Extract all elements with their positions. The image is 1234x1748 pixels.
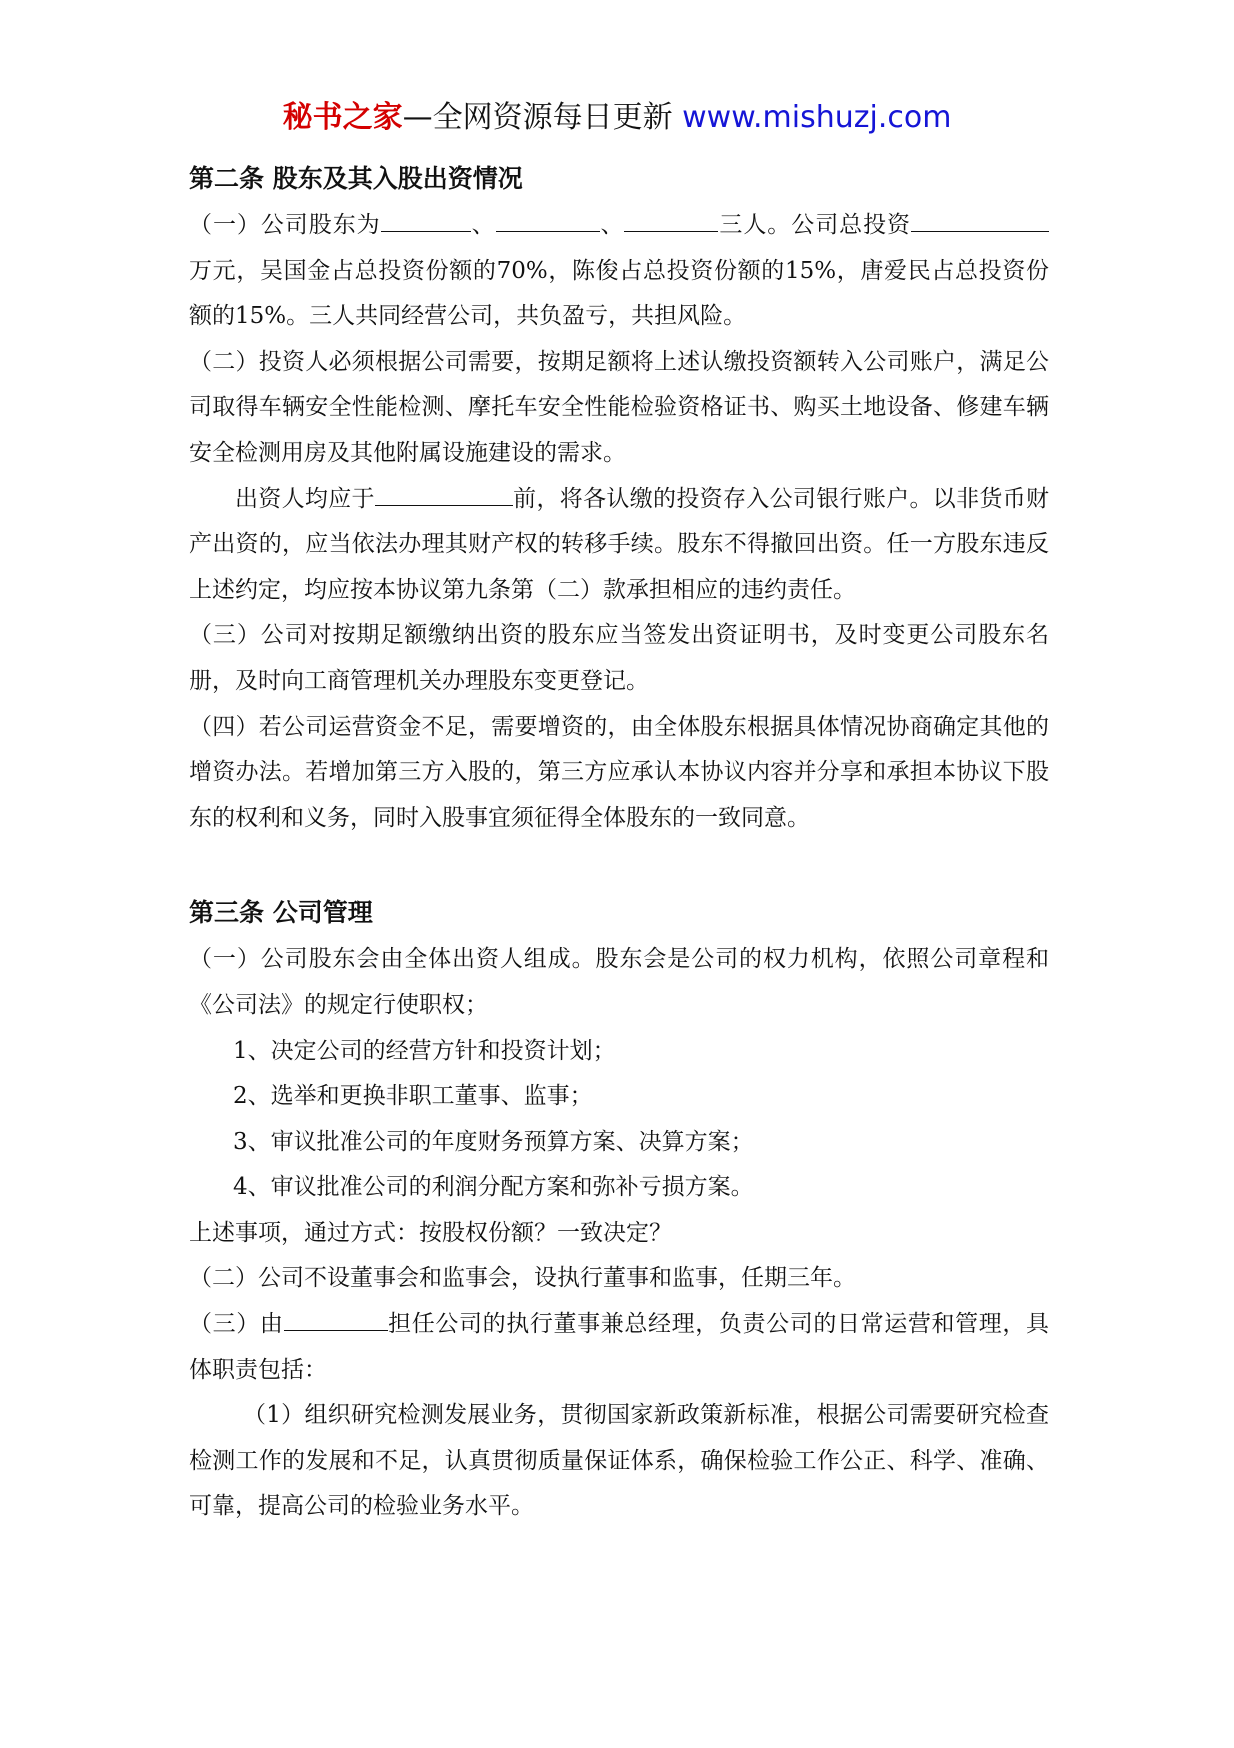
article-3-paragraph-3: （二）公司不设董事会和监事会，设执行董事和监事，任期三年。 [189, 1265, 856, 1292]
text-segment: 出资人均应于 [235, 485, 375, 512]
section-gap [189, 841, 1049, 889]
blank-field-shareholder-2 [496, 207, 600, 232]
blank-field-deadline [375, 481, 513, 506]
article-2-paragraph-3 [189, 477, 1049, 614]
blank-field-shareholder-1 [381, 207, 471, 232]
text-segment: 、 [599, 212, 625, 238]
list-item: 1、决定公司的经营方针和投资计划； [233, 1037, 616, 1064]
article-3-title: 第三条 公司管理 [189, 898, 373, 928]
blank-field-total-investment [911, 207, 1049, 232]
text-segment: 三人。公司总投资 [718, 212, 912, 238]
text-segment: 担任公司的执行董事兼总经理，负责公司的日常运营和管理，具体职责包括： [189, 1311, 1049, 1383]
document-body [189, 155, 1049, 1530]
header-url-link[interactable]: www.mishuzj.com [682, 100, 952, 135]
page-header [0, 98, 1234, 138]
list-item: 2、选举和更换非职工董事、监事； [233, 1083, 593, 1110]
article-2-title: 第二条 股东及其入股出资情况 [189, 164, 523, 193]
header-slogan: —全网资源每日更新 [402, 100, 683, 135]
article-2-paragraph-4: （三）公司对按期足额缴纳出资的股东应当签发出资证明书，及时变更公司股东名册，及时向工商管理机关办理股东变更登记。 [189, 622, 1049, 694]
article-3-paragraph-1: （一）公司股东会由全体出资人组成。股东会是公司的权力机构，依照公司章程和《公司法》的规定行使职权； [189, 946, 1049, 1018]
text-segment: 、 [470, 212, 496, 238]
article-2-paragraph-1 [189, 203, 1049, 340]
list-item: 4、审议批准公司的利润分配方案和弥补亏损方案。 [233, 1174, 754, 1201]
article-2-paragraph-2: （二）投资人必须根据公司需要，按期足额将上述认缴投资额转入公司账户，满足公司取得车辆安全性能检测、摩托车安全性能检验资格证书、购买土地设备、修建车辆安全检测用房及其他附属设施建设的需求。 [189, 348, 1049, 466]
article-3-duty-1: （1）组织研究检测发展业务，贯彻国家新政策新标准，根据公司需要研究检查检测工作的发展和不足，认真贯彻质量保证体系，确保检验工作公正、科学、准确、可靠，提高公司的检验业务水平。 [189, 1402, 1049, 1520]
text-segment: （一）公司股东为 [189, 212, 381, 238]
blank-field-shareholder-3 [624, 207, 718, 232]
article-3-paragraph-2: 上述事项，通过方式：按股权份额？一致决定？ [189, 1219, 672, 1246]
text-segment: 万元，吴国金占总投资份额的70%，陈俊占总投资份额的15%，唐爱民占总投资份额的15%。三人共同经营公司，共负盈亏，共担风险。 [189, 257, 1049, 330]
brand-name: 秘书之家 [282, 100, 403, 135]
article-2-paragraph-5: （四）若公司运营资金不足，需要增资的，由全体股东根据具体情况协商确定其他的增资办法。若增加第三方入股的，第三方应承认本协议内容并分享和承担本协议下股东的权利和义务，同时入股事宜须征得全体股东的一致同意。 [189, 713, 1049, 831]
list-item: 3、审议批准公司的年度财务预算方案、决算方案； [233, 1128, 754, 1155]
text-segment: 前，将各认缴的投资存入公司银行账户。以非货币财产出资的，应当依法办理其财产权的转移手续。股东不得撤回出资。任一方股东违反上述约定，均应按本协议第九条第（二）款承担相应的违约责任。 [189, 485, 1050, 603]
article-3-paragraph-4 [189, 1302, 1049, 1393]
text-segment: （三）由 [189, 1311, 284, 1338]
blank-field-executive-director [284, 1306, 388, 1331]
